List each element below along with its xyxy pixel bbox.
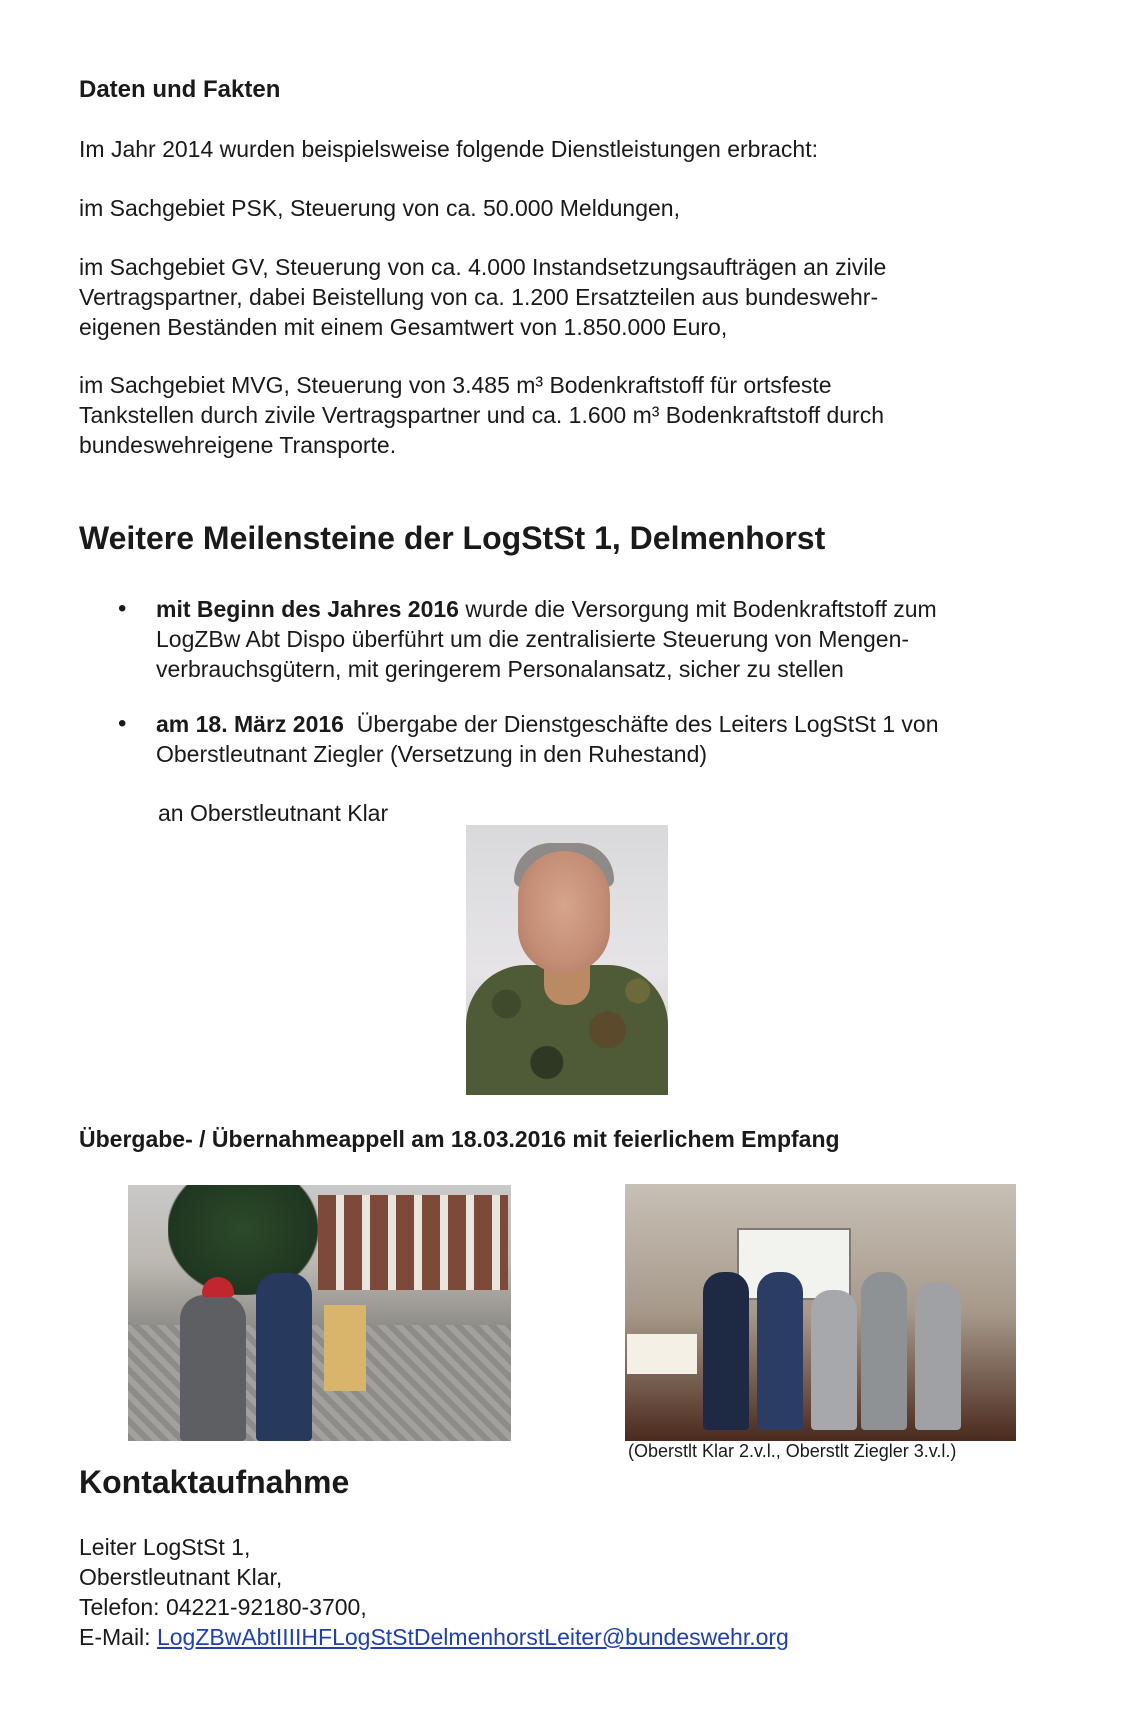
bullet-marker: •	[118, 595, 127, 622]
photo-person-blue-coat	[256, 1273, 312, 1441]
mvg-line: Tankstellen durch zivile Vertragspartner und ca. 1.600 m³ Bodenkraftstoff durch	[79, 402, 885, 428]
photo-officer	[811, 1290, 857, 1430]
mvg-line: im Sachgebiet MVG, Steuerung von 3.485 m³ Bodenkraftstoff für ortsfeste	[79, 372, 832, 398]
bullet1-line1	[156, 594, 1056, 624]
mvg-line: bundeswehreigene Transporte.	[79, 432, 397, 458]
photo-person-grey-coat	[180, 1295, 246, 1441]
bullet-item-1	[156, 594, 1056, 684]
portrait-face	[518, 851, 610, 973]
email-link[interactable]: LogZBwAbtIIIIHFLogStStDelmenhorstLeiter@bundeswehr.org	[156, 1624, 789, 1650]
photo-lectern	[324, 1305, 366, 1391]
bullet1-bold: mit Beginn des Jahres 2016	[156, 596, 459, 622]
bullet-item-2	[156, 709, 1056, 769]
kontakt-title: Kontaktaufnahme	[79, 1464, 350, 1500]
psk-text: im Sachgebiet PSK, Steuerung von ca. 50.000 Meldungen,	[79, 195, 680, 221]
photo-building	[318, 1195, 508, 1290]
gv-paragraph	[79, 252, 886, 342]
meilensteine-title: Weitere Meilensteine der LogStSt 1, Delmenhorst	[79, 520, 826, 556]
kontakt-line: Leiter LogStSt 1,	[79, 1534, 251, 1560]
appell-heading: Übergabe- / Übernahmeappell am 18.03.2016 mit feierlichem Empfang	[79, 1126, 840, 1152]
bullet1-line3: verbrauchsgütern, mit geringerem Personalansatz, sicher zu stellen	[156, 656, 844, 682]
gv-line: im Sachgebiet GV, Steuerung von ca. 4.000 Instandsetzungsaufträgen an zivile	[79, 254, 887, 280]
photo-buffet-table	[627, 1334, 697, 1374]
photo-officer	[915, 1282, 961, 1430]
kontakt-phone: Telefon: 04221-92180-3700,	[79, 1594, 367, 1620]
mvg-paragraph	[79, 370, 884, 460]
section-heading-daten: Daten und Fakten	[79, 76, 281, 103]
bullet1-line1-rest: wurde die Versorgung mit Bodenkraftstoff zum	[458, 596, 937, 622]
gv-line: Vertragspartner, dabei Beistellung von ca. 1.200 Ersatzteilen aus bundeswehr-	[79, 284, 879, 310]
bullet1-line2: LogZBw Abt Dispo überführt um die zentralisierte Steuerung von Mengen-	[156, 626, 910, 652]
an-oberstleutnant-klar: an Oberstleutnant Klar	[158, 800, 389, 826]
bullet2-bold: am 18. März 2016	[156, 711, 344, 737]
photo-officer	[703, 1272, 749, 1430]
ceremony-outdoor-photo	[128, 1185, 511, 1441]
portrait-photo	[466, 825, 668, 1095]
bullet2-line2: Oberstleutnant Ziegler (Versetzung in den Ruhestand)	[156, 741, 708, 767]
gv-line: eigenen Beständen mit einem Gesamtwert von 1.850.000 Euro,	[79, 314, 728, 340]
kontakt-block	[79, 1532, 789, 1652]
email-label: E-Mail:	[79, 1624, 157, 1650]
reception-indoor-photo	[625, 1184, 1016, 1441]
photo-officer	[861, 1272, 907, 1430]
kontakt-line: Oberstleutnant Klar,	[79, 1564, 283, 1590]
kontakt-email-line	[79, 1622, 789, 1652]
photo-caption: (Oberstlt Klar 2.v.l., Oberstlt Ziegler 3.v.l.)	[628, 1441, 957, 1461]
photo-officer	[757, 1272, 803, 1430]
bullet2-line1	[156, 709, 1056, 739]
bullet2-line1-rest: Übergabe der Dienstgeschäfte des Leiters LogStSt 1 von	[343, 711, 939, 737]
intro-text: Im Jahr 2014 wurden beispielsweise folgende Dienstleistungen erbracht:	[79, 136, 818, 162]
bullet-marker: •	[118, 710, 127, 737]
